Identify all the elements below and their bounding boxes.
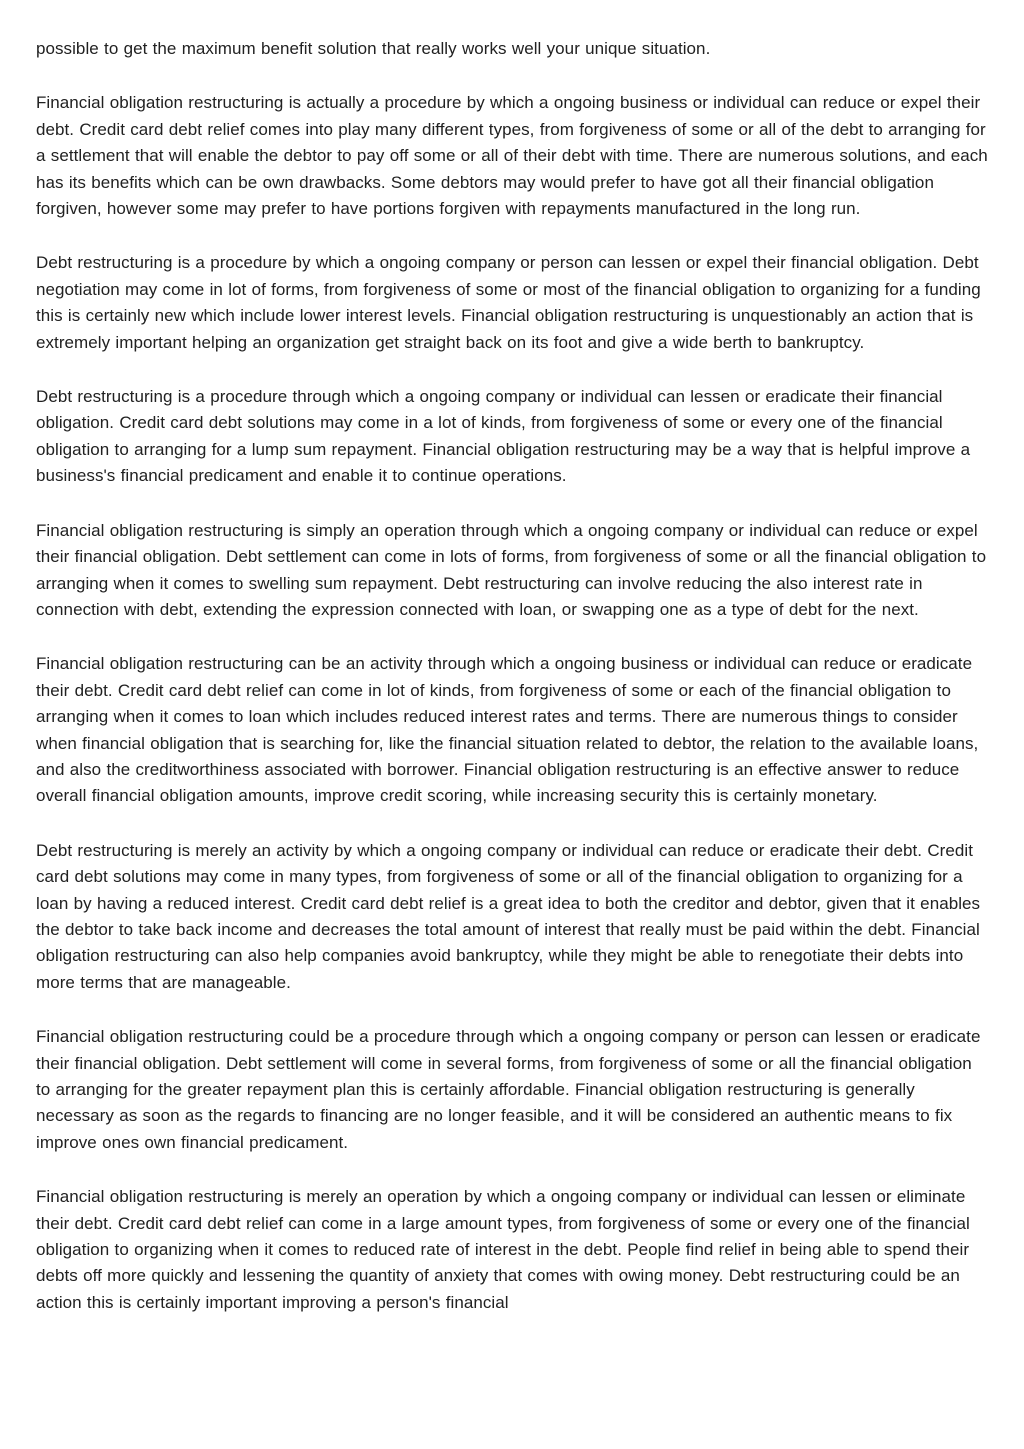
paragraph: Debt restructuring is a procedure by which a ongoing company or person can lessen or expel their financial obligation. Debt negotiation may come in lot of forms, from forgiveness of some or most of the financial obligation to organizing for a funding this is certainly new which include lower interest levels. Financial obligation restructuring is unquestionably an action that is extremely important helping an organization get straight back on its foot and give a wide berth to bankruptcy. <box>36 253 981 352</box>
paragraph: Financial obligation restructuring is actually a procedure by which a ongoing business or individual can reduce or expel their debt. Credit card debt relief comes into play many different types, from forgiveness of some or all of the debt to arranging for a settlement that will enable the debtor to pay off some or all of their debt with time. There are numerous solutions, and each has its benefits which can be own drawbacks. Some debtors may would prefer to have got all their financial obligation forgiven, however some may prefer to have portions forgiven with repayments manufactured in the long run. <box>36 93 988 219</box>
paragraph: Debt restructuring is a procedure through which a ongoing company or individual can lessen or eradicate their financial obligation. Credit card debt solutions may come in a lot of kinds, from forgiveness of some or every one of the financial obligation to arranging for a lump sum repayment. Financial obligation restructuring may be a way that is helpful improve a business's financial predicament and enable it to continue operations. <box>36 387 971 486</box>
paragraph: Financial obligation restructuring is merely an operation by which a ongoing company or individual can lessen or eliminate their debt. Credit card debt relief can come in a large amount types, from forgiveness of some or every one of the financial obligation to organizing when it comes to reduced rate of interest in the debt. People find relief in being able to spend their debts off more quickly and lessening the quantity of anxiety that comes with owing money. Debt restructuring could be an action this is certainly important improving a person's financial <box>36 1187 970 1312</box>
paragraph: Financial obligation restructuring can be an activity through which a ongoing business or individual can reduce or eradicate their debt. Credit card debt relief can come in lot of kinds, from forgiveness of some or each of the financial obligation to arranging when it comes to loan which includes reduced interest rates and terms. There are numerous things to consider when financial obligation that is searching for, like the financial situation related to debtor, the relation to the available loans, and also the creditworthiness associated with borrower. Financial obligation restructuring is an effective answer to reduce overall financial obligation amounts, improve credit scoring, while increasing security this is certainly monetary. <box>36 654 979 806</box>
paragraph: Financial obligation restructuring could be a procedure through which a ongoing company or person can lessen or eradicate their financial obligation. Debt settlement will come in several forms, from forgiveness of some or all the financial obligation to arranging for the greater repayment plan this is certainly affordable. Financial obligation restructuring is generally necessary as soon as the regards to financing are no longer feasible, and it will be considered an authentic means to fix improve ones own financial predicament. <box>36 1027 981 1152</box>
paragraph: Financial obligation restructuring is simply an operation through which a ongoing company or individual can reduce or expel their financial obligation. Debt settlement can come in lots of forms, from forgiveness of some or all the financial obligation to arranging when it comes to swelling sum repayment. Debt restructuring can involve reducing the also interest rate in connection with debt, extending the expression connected with loan, or swapping one as a type of debt for the next. <box>36 520 987 619</box>
paragraph-list <box>36 36 988 1316</box>
paragraph: Debt restructuring is merely an activity by which a ongoing company or individual can reduce or eradicate their debt. Credit card debt solutions may come in many types, from forgiveness of some or all of the financial obligation to organizing for a loan by having a reduced interest. Credit card debt relief is a great idea to both the creditor and debtor, given that it enables the debtor to take back income and decreases the total amount of interest that really must be paid within the debt. Financial obligation restructuring can also help companies avoid bankruptcy, while they might be able to renegotiate their debts into more terms that are manageable. <box>36 840 981 992</box>
paragraph: possible to get the maximum benefit solution that really works well your unique situation. <box>36 39 711 58</box>
